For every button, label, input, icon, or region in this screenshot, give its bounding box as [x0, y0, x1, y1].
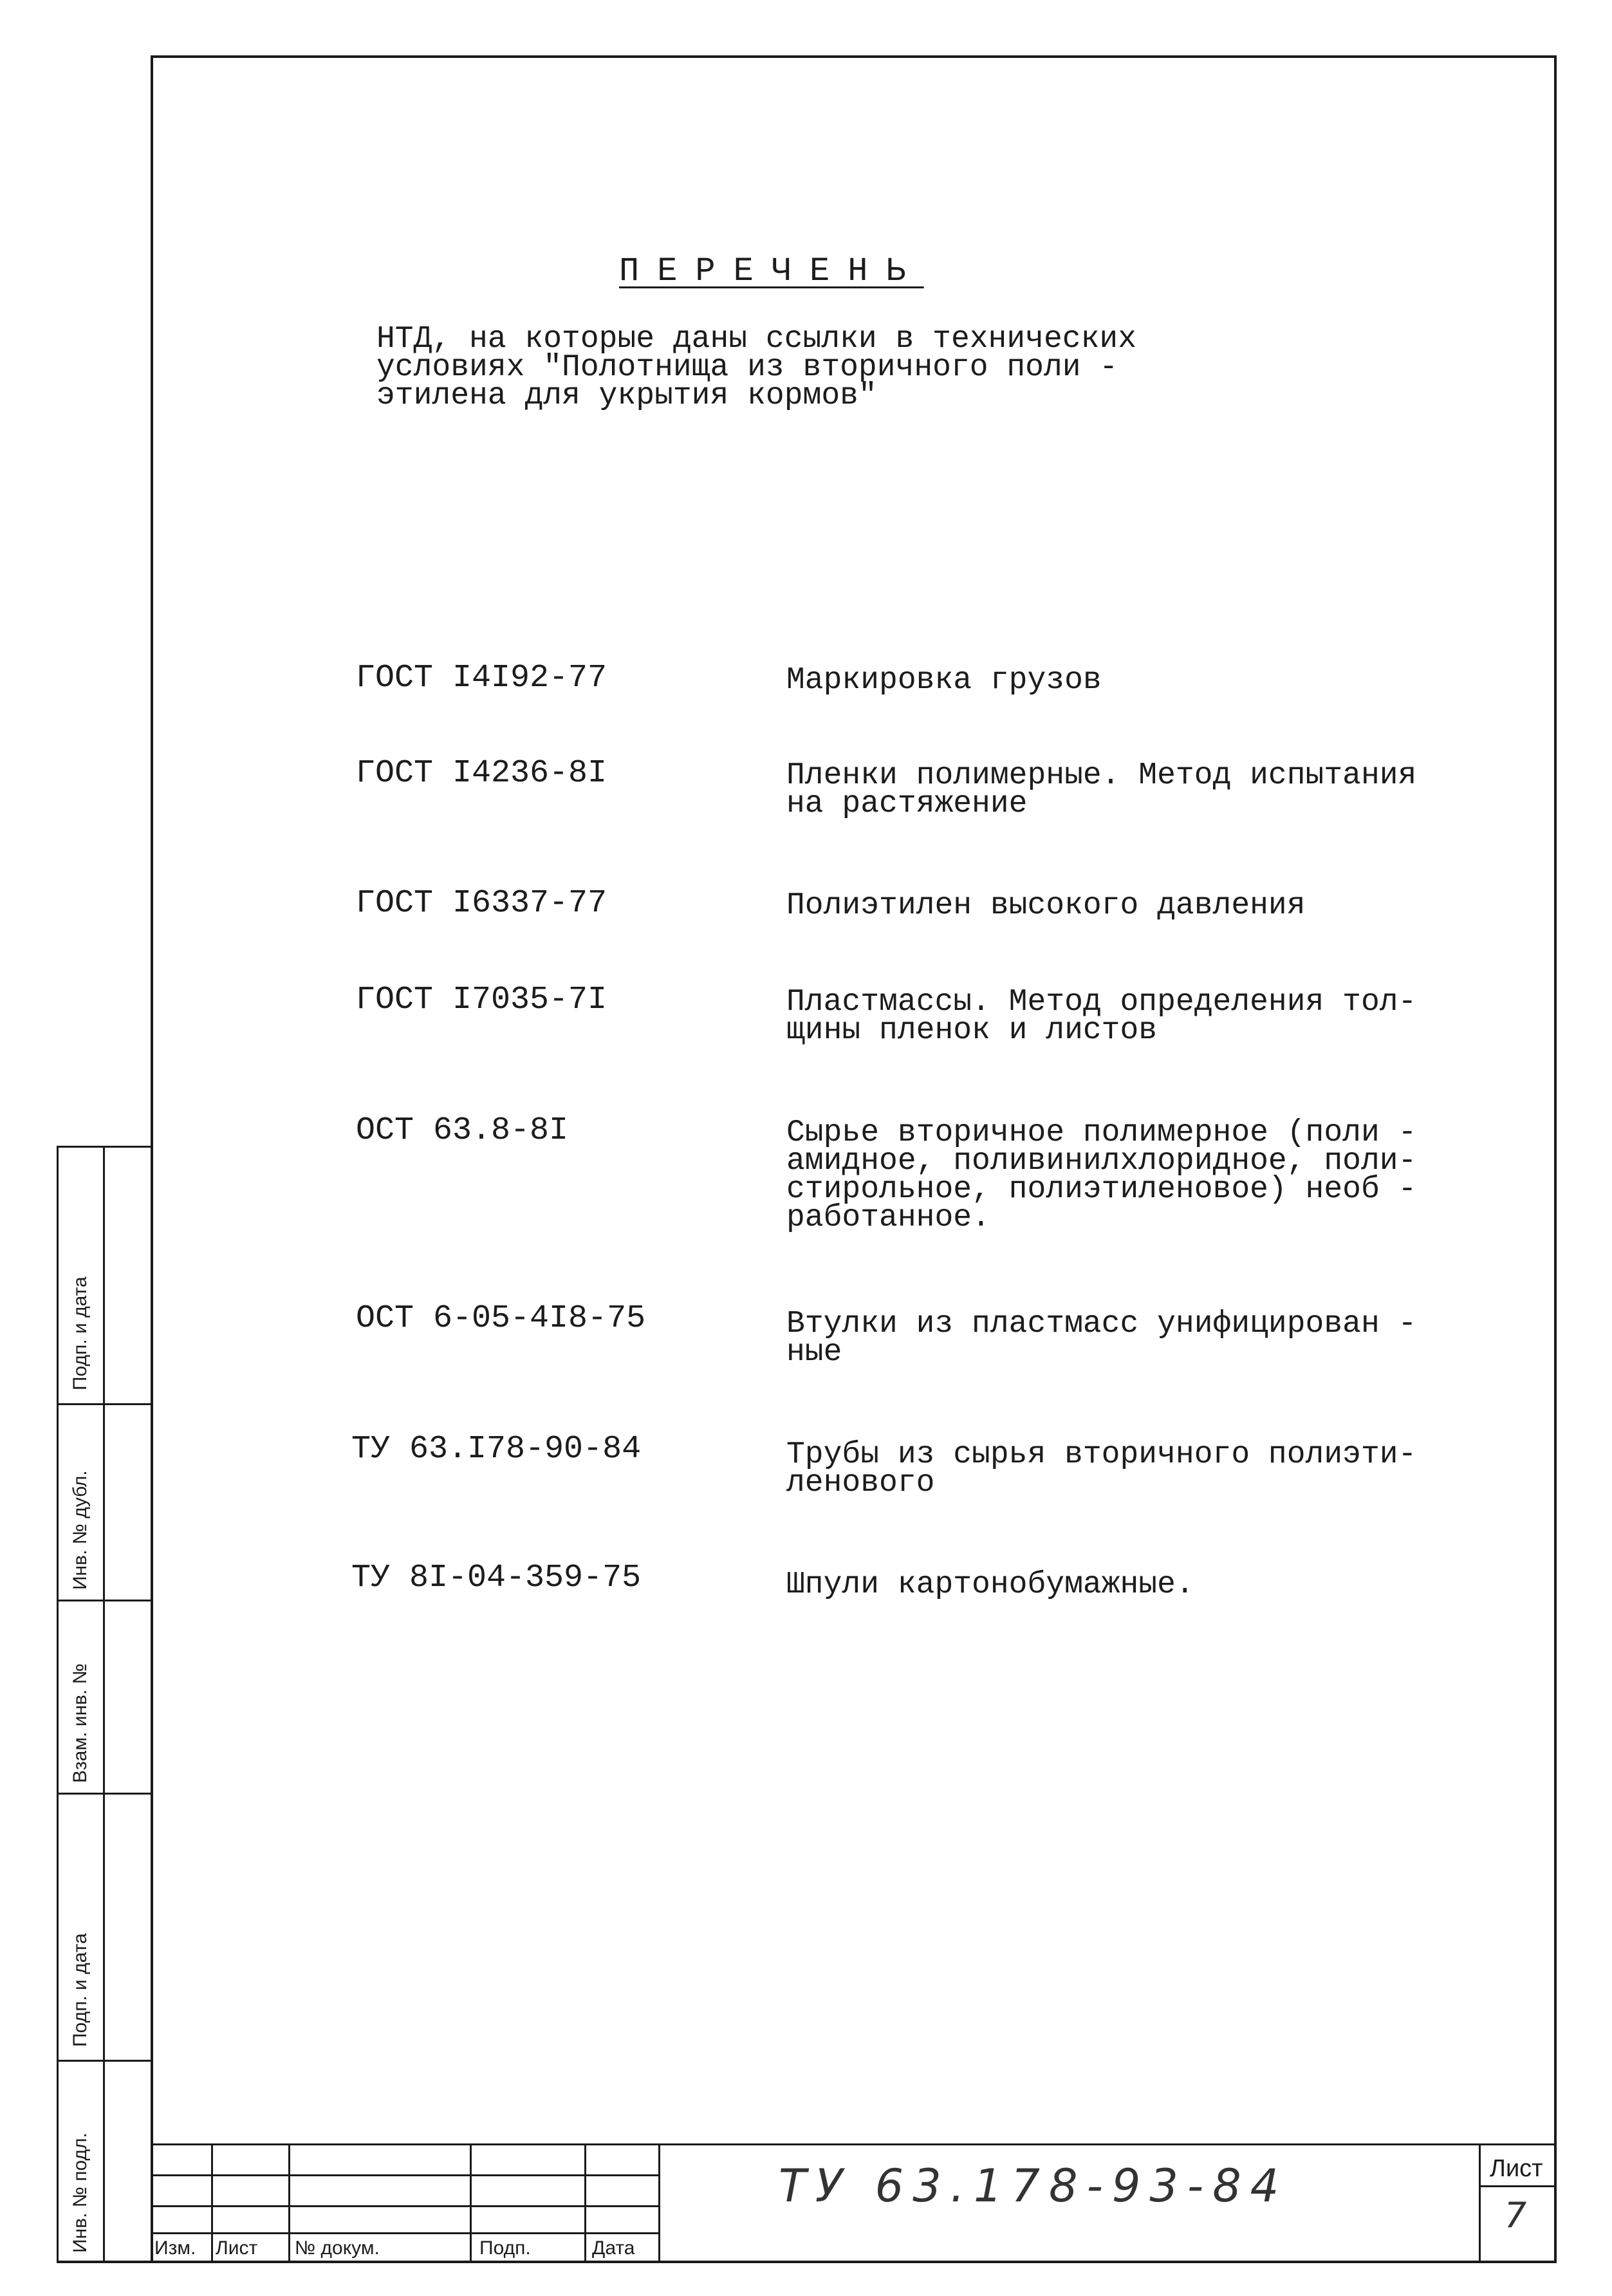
- sheet-cell-divider: [1479, 2185, 1556, 2187]
- reference-code: ГОСТ I4I92-77: [356, 660, 607, 696]
- side-stamp-left: [57, 1146, 59, 2263]
- intro-text: НТД, на которые даны ссылки в технических условиях "Полотнища из вторичного поли - этилена для укрытия кормов": [376, 322, 1136, 413]
- reference-code: ТУ 63.I78-90-84: [351, 1431, 642, 1468]
- page-title: ПЕРЕЧЕНЬ: [619, 252, 924, 290]
- frame-top: [152, 55, 1556, 58]
- title-block-col: [658, 2143, 660, 2262]
- reference-description: Шпули картонобумажные.: [786, 1567, 1194, 1602]
- frame-right: [1554, 55, 1557, 2263]
- reference-code: ОСТ 63.8-8I: [356, 1112, 569, 1149]
- sheet-label: Лист: [1490, 2155, 1543, 2182]
- side-stamp-row-line: [58, 1403, 153, 1405]
- reference-code: ГОСТ I4236-8I: [356, 755, 607, 792]
- title-block-top: [152, 2143, 1556, 2145]
- reference-description: Полиэтилен высокого давления: [786, 888, 1306, 923]
- column-label-sheet: Лист: [216, 2237, 258, 2259]
- reference-description: Втулки из пластмасс унифицирован - ные: [786, 1307, 1417, 1370]
- side-stamp-row-line: [58, 1600, 153, 1601]
- title-block-col: [288, 2143, 290, 2262]
- frame-left: [151, 55, 153, 2263]
- side-stamp-divider: [103, 1146, 105, 2263]
- title-block-col: [211, 2143, 213, 2262]
- side-stamp-row-line: [58, 1793, 153, 1795]
- reference-code: ГОСТ I7035-7I: [356, 982, 607, 1018]
- column-label-document-number: № докум.: [295, 2237, 380, 2259]
- sheet-number: 7: [1504, 2195, 1527, 2235]
- frame-bottom: [58, 2261, 1557, 2263]
- reference-description: Пленки полимерные. Метод испытания на растяжение: [786, 758, 1417, 821]
- document-code: ТУ 63.178-93-84: [779, 2160, 1288, 2212]
- reference-description: Маркировка грузов: [786, 663, 1102, 698]
- column-label-change: Изм.: [154, 2237, 196, 2259]
- side-stamp-label: Инв. № дубл.: [69, 1470, 91, 1590]
- reference-code: ГОСТ I6337-77: [356, 885, 607, 922]
- side-stamp-top: [58, 1146, 153, 1148]
- title-block-col: [584, 2143, 586, 2262]
- title-block-col: [470, 2143, 472, 2262]
- reference-description: Сырье вторичное полимерное (поли - амидное, поливинилхлоридное, поли- стирольное, полиэтиленовое) необ - работанное.: [786, 1115, 1417, 1235]
- reference-description: Пластмассы. Метод определения тол- щины пленок и листов: [786, 985, 1417, 1048]
- side-stamp-label: Подп. и дата: [69, 1276, 91, 1390]
- side-stamp-label: Инв. № подл.: [69, 2133, 91, 2253]
- reference-description: Трубы из сырья вторичного полиэти- ленового: [786, 1437, 1417, 1500]
- side-stamp-label: Подп. и дата: [69, 1933, 91, 2047]
- side-stamp-row-line: [58, 2060, 153, 2062]
- side-stamp-label: Взам. инв. №: [69, 1663, 91, 1783]
- column-label-signature: Подп.: [479, 2237, 531, 2259]
- column-label-date: Дата: [592, 2237, 635, 2259]
- reference-code: ТУ 8I-04-359-75: [351, 1560, 642, 1596]
- reference-code: ОСТ 6-05-4I8-75: [356, 1300, 646, 1337]
